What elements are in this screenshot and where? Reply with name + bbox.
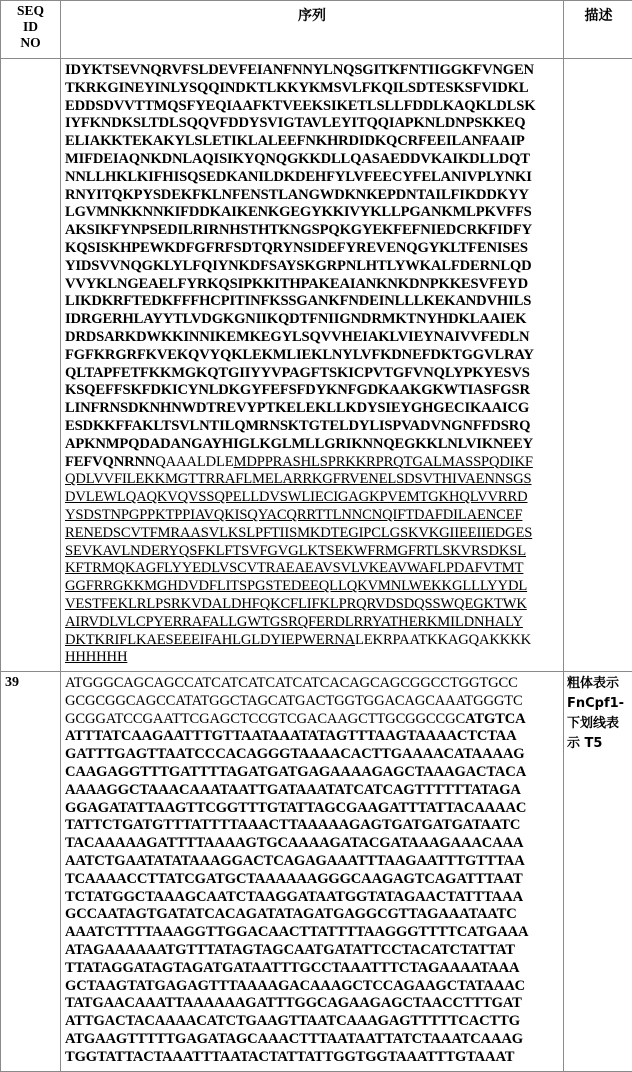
sequence-line xyxy=(65,525,563,543)
underlined-segment: MDPPRASHLSPRKKRPRQTGALMASSPQDIKF xyxy=(234,454,533,470)
sequence-line xyxy=(65,133,563,151)
sequence-line xyxy=(65,614,563,632)
underlined-segment: YSDSTNPGPPKTPPIAVQKISQYACQRRTTLNNCNQIFTDAFDILAENCEF xyxy=(65,507,522,523)
sequence-line xyxy=(65,240,563,258)
bold-segment: ESDKKFFAKLTSVLNTILQMRNSKTGTELDYLISPVADVNGNFFDSRQ xyxy=(65,418,530,434)
bold-segment: TATGAACAAATTAAAAAAGATTTGGCAGAAGAGCTAACCTTTGAT xyxy=(65,995,522,1011)
sequence-line xyxy=(65,204,563,222)
sequence-cell xyxy=(61,672,564,1072)
header-seq-id-line: ID xyxy=(1,19,60,35)
seq-id-cell: 39 xyxy=(1,672,61,1072)
bold-segment: NNLLHKLKIFHISQSEDKANILDKDEHFYLVFEECYFELANIVPLYNKI xyxy=(65,169,532,185)
bold-segment: AATCTGAATATATAAAGGACTCAGAGAAATTTAAGAATTTGTTTAA xyxy=(65,853,525,869)
sequence-line xyxy=(65,835,563,853)
plain-segment: GCGCGGCAGCCATATGGCTAGCATGACTGGTGGACAGCAAATGGGTC xyxy=(65,693,523,709)
description-cell xyxy=(564,672,632,1072)
sequence-line xyxy=(65,746,563,764)
underlined-segment: QDLVVFILEKKMGTTRRAFLMELARRKGFRVENELSDSVTHIVAENNSGS xyxy=(65,471,531,487)
sequence-line xyxy=(65,800,563,818)
sequence-line xyxy=(65,675,563,693)
bold-segment: IDRGERHLAYYTLVDGKGNIIKQDTFNIIGNDRMKTNYHDKLAAIEK xyxy=(65,311,526,327)
bold-segment: MIFDEIAQNKDNLAQISIKYQNQGKKDLLQASAEDDVKAIKDLLDQT xyxy=(65,151,530,167)
sequence-line xyxy=(65,454,563,472)
plain-segment: ATGGGCAGCAGCCATCATCATCATCATCACAGCAGCGGCCTGGTGCC xyxy=(65,675,518,691)
sequence-line xyxy=(65,924,563,942)
bold-segment: TACAAAAAGATTTTAAAAGTGCAAAAGATACGATAAAGAAACAAA xyxy=(65,835,523,851)
underlined-segment: AIRVDLVLCPYERRAFALLGWTGSRQFERDLRRYATHERKMILDNHALY xyxy=(65,614,523,630)
sequence-line xyxy=(65,489,563,507)
description-line: 下划线表 xyxy=(567,714,630,734)
sequence-line xyxy=(65,80,563,98)
sequence-line xyxy=(65,400,563,418)
bold-segment: FEFVQNRNN xyxy=(65,454,155,470)
sequence-table xyxy=(0,0,632,1072)
sequence-line xyxy=(65,711,563,729)
sequence-line xyxy=(65,115,563,133)
bold-segment: KQSISKHPEWKDFGFRFSDTQRYNSIDEFYREVENQGYKLTFENISES xyxy=(65,240,528,256)
sequence-line xyxy=(65,347,563,365)
header-row xyxy=(1,1,632,59)
bold-segment: TCTATGGCTAAAGCAATCTAAGGATAATGGTATAGAACTATTTAAA xyxy=(65,889,523,905)
underlined-segment: DKTKRIFLKAESEEEIFAHLGLDYIEPWERNA xyxy=(65,632,355,648)
bold-segment: TATTCTGATGTTTATTTTAAACTTAAAAAGAGTGATGATGATAATC xyxy=(65,817,520,833)
sequence-line xyxy=(65,853,563,871)
bold-segment: EDDSDVVTTMQSFYEQIAAFKTVEEKSIKETLSLLFDDLKAQKLDLSK xyxy=(65,98,535,114)
sequence-line xyxy=(65,782,563,800)
sequence-line xyxy=(65,978,563,996)
plain-segment: GCGGATCCGAATTCGAGCTCCGTCGACAAGCTTGCGGCCGC xyxy=(65,711,465,727)
sequence-line xyxy=(65,365,563,383)
underlined-segment: DVLEWLQAQKVQVSSQPELLDVSWLIECIGAGKPVEMTGKHQLVVRRD xyxy=(65,489,528,505)
bold-segment: TKRKGINEYINLYSQQINDKTLKKYKMSVLFKQILSDTESKSFVIDKL xyxy=(65,80,528,96)
sequence-line xyxy=(65,329,563,347)
sequence-line xyxy=(65,62,563,80)
bold-segment: ATTGACTACAAAACATCTGAAGTTAATCAAAGAGTTTTTCACTTG xyxy=(65,1013,520,1029)
sequence-line xyxy=(65,507,563,525)
sequence-line xyxy=(65,1013,563,1031)
bold-segment: VVYKLNGEAELFYRKQSIPKKITHPAKEAIANKNKDNPKKESVFEYD xyxy=(65,276,528,292)
bold-segment: GCCAATAGTGATATCACAGATATAGATGAGGCGTTAGAAATAATC xyxy=(65,906,517,922)
header-description: 描述 xyxy=(564,1,632,59)
sequence-line xyxy=(65,960,563,978)
sequence-line xyxy=(65,222,563,240)
sequence-line xyxy=(65,906,563,924)
plain-segment: QAAALDLE xyxy=(155,454,233,470)
sequence-line xyxy=(65,817,563,835)
underlined-segment: RENEDSCVTFMRAASVLKSLPFTIISMKDTEGIPCLGSKVKGIIEEIIEDGES xyxy=(65,525,532,541)
bold-segment: TGGTATTACTAAATTTAATACTATTATTGGTGGTAAATTTGTAAAT xyxy=(65,1049,514,1065)
bold-segment: QLTAPFETFKKMGKQTGIIYYVPAGFTSKICPVTGFVNQLYPKYESVS xyxy=(65,365,530,381)
sequence-line xyxy=(65,311,563,329)
sequence-line xyxy=(65,942,563,960)
sequence-line xyxy=(65,632,563,650)
bold-segment: GGAGATATTAAGTTCGGTTTGTATTAGCGAAGATTTATTACAAAAC xyxy=(65,800,526,816)
sequence-line xyxy=(65,1031,563,1049)
sequence-line xyxy=(65,889,563,907)
bold-segment: FGFKRGRFKVEKQVYQKLEKMLIEKLNYLVFKDNEFDKTGGVLRAY xyxy=(65,347,534,363)
header-sequence: 序列 xyxy=(61,1,564,59)
sequence-line xyxy=(65,436,563,454)
underlined-segment: KFTRMQKAGFLYYEDLVSCVTRAEAEAVSVLVKEAVWAFLPDAFVTMT xyxy=(65,560,523,576)
bold-segment: RNYITQKPYSDEKFKLNFENSTLANGWDKNKEPDNTAILFIKDDKYY xyxy=(65,187,529,203)
bold-segment: ATGTCA xyxy=(465,711,525,727)
table-row xyxy=(1,59,632,672)
sequence-line xyxy=(65,418,563,436)
description-line: FnCpf1- xyxy=(567,694,630,714)
bold-segment: KSQEFFSKFDKICYNLDKGYFEFSFDYKNFGDKAAKGKWTIASFGSR xyxy=(65,382,530,398)
bold-segment: GCTAAGTATGAGAGTTTAAAAGACAAAGCTCCAGAAGCTATAAAC xyxy=(65,978,525,994)
sequence-line xyxy=(65,187,563,205)
sequence-line xyxy=(65,560,563,578)
bold-segment: DRDSARKDWKKINNIKEMKEGYLSQVVHEIAKLVIEYNAIVVFEDLN xyxy=(65,329,529,345)
bold-segment: GATTTGAGTTAATCCCACAGGGTAAAACACTTGAAAACATAAAAG xyxy=(65,746,524,762)
sequence-line xyxy=(65,995,563,1013)
bold-segment: ATTTATCAAGAATTTGTTAATAAATATAGTTTAAGTAAAACTCTAA xyxy=(65,728,517,744)
bold-segment: IDYKTSEVNQRVFSLDEVFEIANFNNYLNQSGITKFNTIIGGKFVNGEN xyxy=(65,62,534,78)
sequence-line xyxy=(65,693,563,711)
bold-segment: IYFKNDKSLTDLSQQVFDDYSVIGTAVLEYITQQIAPKNLDNPSKKEQ xyxy=(65,115,525,131)
sequence-line xyxy=(65,728,563,746)
bold-segment: LGVMNKKNNKIFDDKAIKENKGEGYKKIVYKLLPGANKMLPKVFFS xyxy=(65,204,532,220)
bold-segment: ATGAAGTTTTTGAGATAGCAAACTTTAATAATTATCTAAATCAAAG xyxy=(65,1031,523,1047)
bold-segment: LIKDKRFTEDKFFFHCPITINFKSSGANKFNDEINLLLKEKANDVHILS xyxy=(65,293,531,309)
bold-segment: APKNMPQDADANGAYHIGLKGLMLLGRIKNNQEGKKLNLVIKNEEY xyxy=(65,436,533,452)
header-seq-id xyxy=(1,1,61,59)
sequence-line xyxy=(65,98,563,116)
bold-segment: TCAAAACCTTATCGATGCTAAAAAAGGGCAAGAGTCAGATTTAAT xyxy=(65,871,523,887)
description-line: 粗体表示 xyxy=(567,674,630,694)
sequence-line xyxy=(65,471,563,489)
header-seq-id-line: SEQ xyxy=(1,3,60,19)
seq-id-cell xyxy=(1,59,61,672)
sequence-line xyxy=(65,169,563,187)
bold-segment: AKSIKFYNPSEDILRIRNHSTHTKNGSPQKGYEKFEFNIEDCRKFIDFY xyxy=(65,222,532,238)
sequence-line xyxy=(65,1049,563,1067)
description-line: 示 T5 xyxy=(567,734,630,754)
sequence-line xyxy=(65,578,563,596)
table-row xyxy=(1,672,632,1072)
bold-segment: LINFRNSDKNHNWDTREVYPTKELEKLLKDYSIEYGHGECIKAAICG xyxy=(65,400,529,416)
sequence-line xyxy=(65,764,563,782)
sequence-line xyxy=(65,258,563,276)
sequence-line xyxy=(65,151,563,169)
bold-segment: ATAGAAAAAATGTTTATAGTAGCAATGATATTCCTACATCTATTAT xyxy=(65,942,515,958)
underlined-segment: VESTFEKLRLPSRKVDALDHFQKCFLIFKLPRQRVDSDQSSWQEGKTWK xyxy=(65,596,527,612)
plain-segment: LEKRPAATKKAGQAKKKK xyxy=(355,632,531,648)
bold-segment: TTATAGGATAGTAGATGATAATTTGCCTAAATTTCTAGAAAATAAA xyxy=(65,960,519,976)
sequence-line xyxy=(65,382,563,400)
underlined-segment: SEVKAVLNDERYQSFKLFTSVFGVGLKTSEKWFRMGFRTLSKVRSDKSL xyxy=(65,543,526,559)
sequence-line xyxy=(65,543,563,561)
underlined-segment: HHHHHH xyxy=(65,649,127,665)
bold-segment: CAAGAGGTTTGATTTTAGATGATGAGAAAAGAGCTAAAGACTACA xyxy=(65,764,526,780)
bold-segment: YIDSVVNQGKLYLFQIYNKDFSAYSKGRPNLHTLYWKALFDERNLQD xyxy=(65,258,532,274)
sequence-line xyxy=(65,596,563,614)
underlined-segment: GGFRRGKKMGHDVDFLITSPGSTEDEEQLLQKVMNLWEKKGLLLYYDL xyxy=(65,578,527,594)
sequence-cell xyxy=(61,59,564,672)
description-cell xyxy=(564,59,632,672)
bold-segment: AAAAGGCTAAACAAATAATTGATAAATATCATCAGTTTTTTATAGA xyxy=(65,782,521,798)
sequence-line xyxy=(65,649,563,667)
bold-segment: ELIAKKTEKAKYLSLETIKLALEEFNKHRDIDKQCRFEEILANFAAIP xyxy=(65,133,525,149)
sequence-line xyxy=(65,871,563,889)
sequence-line xyxy=(65,276,563,294)
bold-segment: AAATCTTTTAAAGGTTGGACAACTTATTTTAAGGGTTTTCATGAAA xyxy=(65,924,528,940)
header-seq-id-line: NO xyxy=(1,35,60,51)
sequence-line xyxy=(65,293,563,311)
